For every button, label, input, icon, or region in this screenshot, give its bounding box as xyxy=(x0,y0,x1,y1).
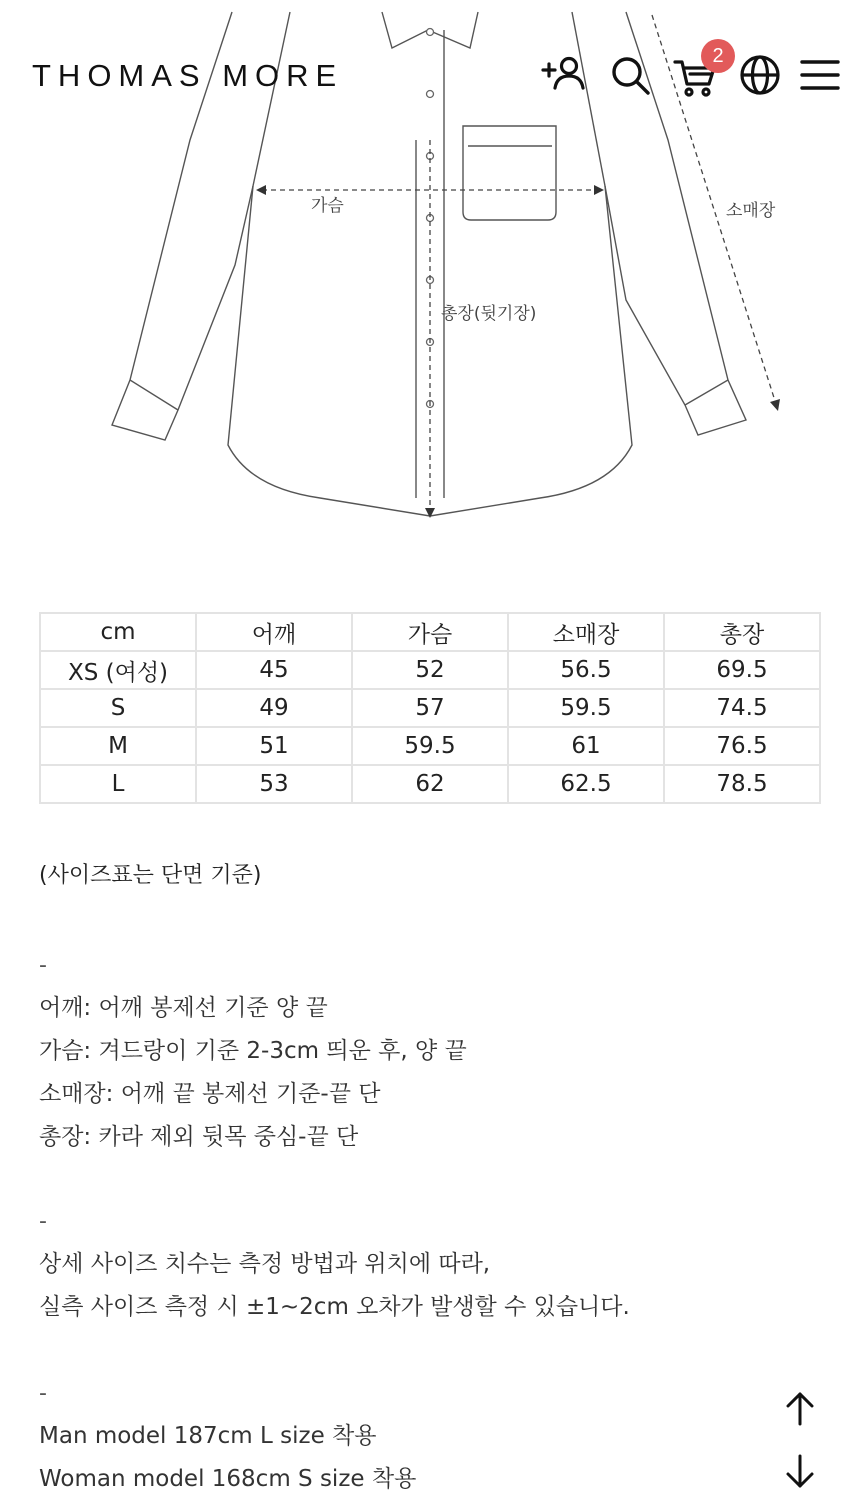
section-divider: - xyxy=(39,1209,47,1234)
table-cell: L xyxy=(40,765,196,803)
table-cell: 78.5 xyxy=(664,765,820,803)
measure-line: 총장: 카라 제외 뒷목 중심-끝 단 xyxy=(39,1124,359,1150)
section-divider: - xyxy=(39,1381,47,1406)
table-cell: 61 xyxy=(508,727,664,765)
account-add-icon[interactable] xyxy=(541,52,587,98)
site-header xyxy=(0,0,863,150)
model-section xyxy=(39,1372,416,1501)
table-cell: 51 xyxy=(196,727,352,765)
menu-icon[interactable] xyxy=(797,52,843,98)
table-cell: 76.5 xyxy=(664,727,820,765)
globe-icon[interactable] xyxy=(737,52,783,98)
table-cell: 62 xyxy=(352,765,508,803)
table-header-row xyxy=(40,613,820,651)
model-line: Woman model 168cm S size 착용 xyxy=(39,1466,417,1492)
table-header-cell: 총장 xyxy=(664,613,820,651)
scroll-up-icon[interactable] xyxy=(779,1388,821,1430)
table-cell: 52 xyxy=(352,651,508,689)
measure-line: 어깨: 어깨 봉제선 기준 양 끝 xyxy=(39,995,328,1021)
detail-line: 실측 사이즈 측정 시 ±1~2cm 오차가 발생할 수 있습니다. xyxy=(39,1294,630,1320)
cart-count-badge: 2 xyxy=(701,39,735,73)
search-icon[interactable] xyxy=(607,52,653,98)
table-header-cell: 어깨 xyxy=(196,613,352,651)
table-cell: M xyxy=(40,727,196,765)
diagram-label-chest: 가슴 xyxy=(311,196,344,216)
measure-line: 가슴: 겨드랑이 기준 2-3cm 띄운 후, 양 끝 xyxy=(39,1038,467,1064)
table-cell: S xyxy=(40,689,196,727)
table-header-cell: 소매장 xyxy=(508,613,664,651)
table-cell: 62.5 xyxy=(508,765,664,803)
size-table xyxy=(39,612,821,804)
table-cell: 59.5 xyxy=(352,727,508,765)
table-cell: 74.5 xyxy=(664,689,820,727)
table-cell: XS (여성) xyxy=(40,651,196,689)
section-divider: - xyxy=(39,953,47,978)
table-row xyxy=(40,689,820,727)
detail-section xyxy=(39,1200,630,1329)
table-cell: 53 xyxy=(196,765,352,803)
table-cell: 45 xyxy=(196,651,352,689)
table-row xyxy=(40,727,820,765)
model-line: Man model 187cm L size 착용 xyxy=(39,1423,377,1449)
table-cell: 69.5 xyxy=(664,651,820,689)
table-cell: 59.5 xyxy=(508,689,664,727)
table-cell: 49 xyxy=(196,689,352,727)
table-row xyxy=(40,765,820,803)
table-row xyxy=(40,651,820,689)
detail-line: 상세 사이즈 치수는 측정 방법과 위치에 따라, xyxy=(39,1251,491,1277)
table-header-cell: cm xyxy=(40,613,196,651)
brand-logo[interactable]: THOMAS MORE xyxy=(32,58,344,93)
table-header-cell: 가슴 xyxy=(352,613,508,651)
measure-line: 소매장: 어깨 끝 봉제선 기준-끝 단 xyxy=(39,1081,381,1107)
scroll-down-icon[interactable] xyxy=(779,1452,821,1494)
size-table-note: (사이즈표는 단면 기준) xyxy=(39,863,262,888)
measure-section xyxy=(39,944,467,1159)
table-cell: 57 xyxy=(352,689,508,727)
diagram-label-length: 총장(뒷기장) xyxy=(441,304,537,324)
diagram-label-sleeve: 소매장 xyxy=(726,201,776,221)
table-cell: 56.5 xyxy=(508,651,664,689)
